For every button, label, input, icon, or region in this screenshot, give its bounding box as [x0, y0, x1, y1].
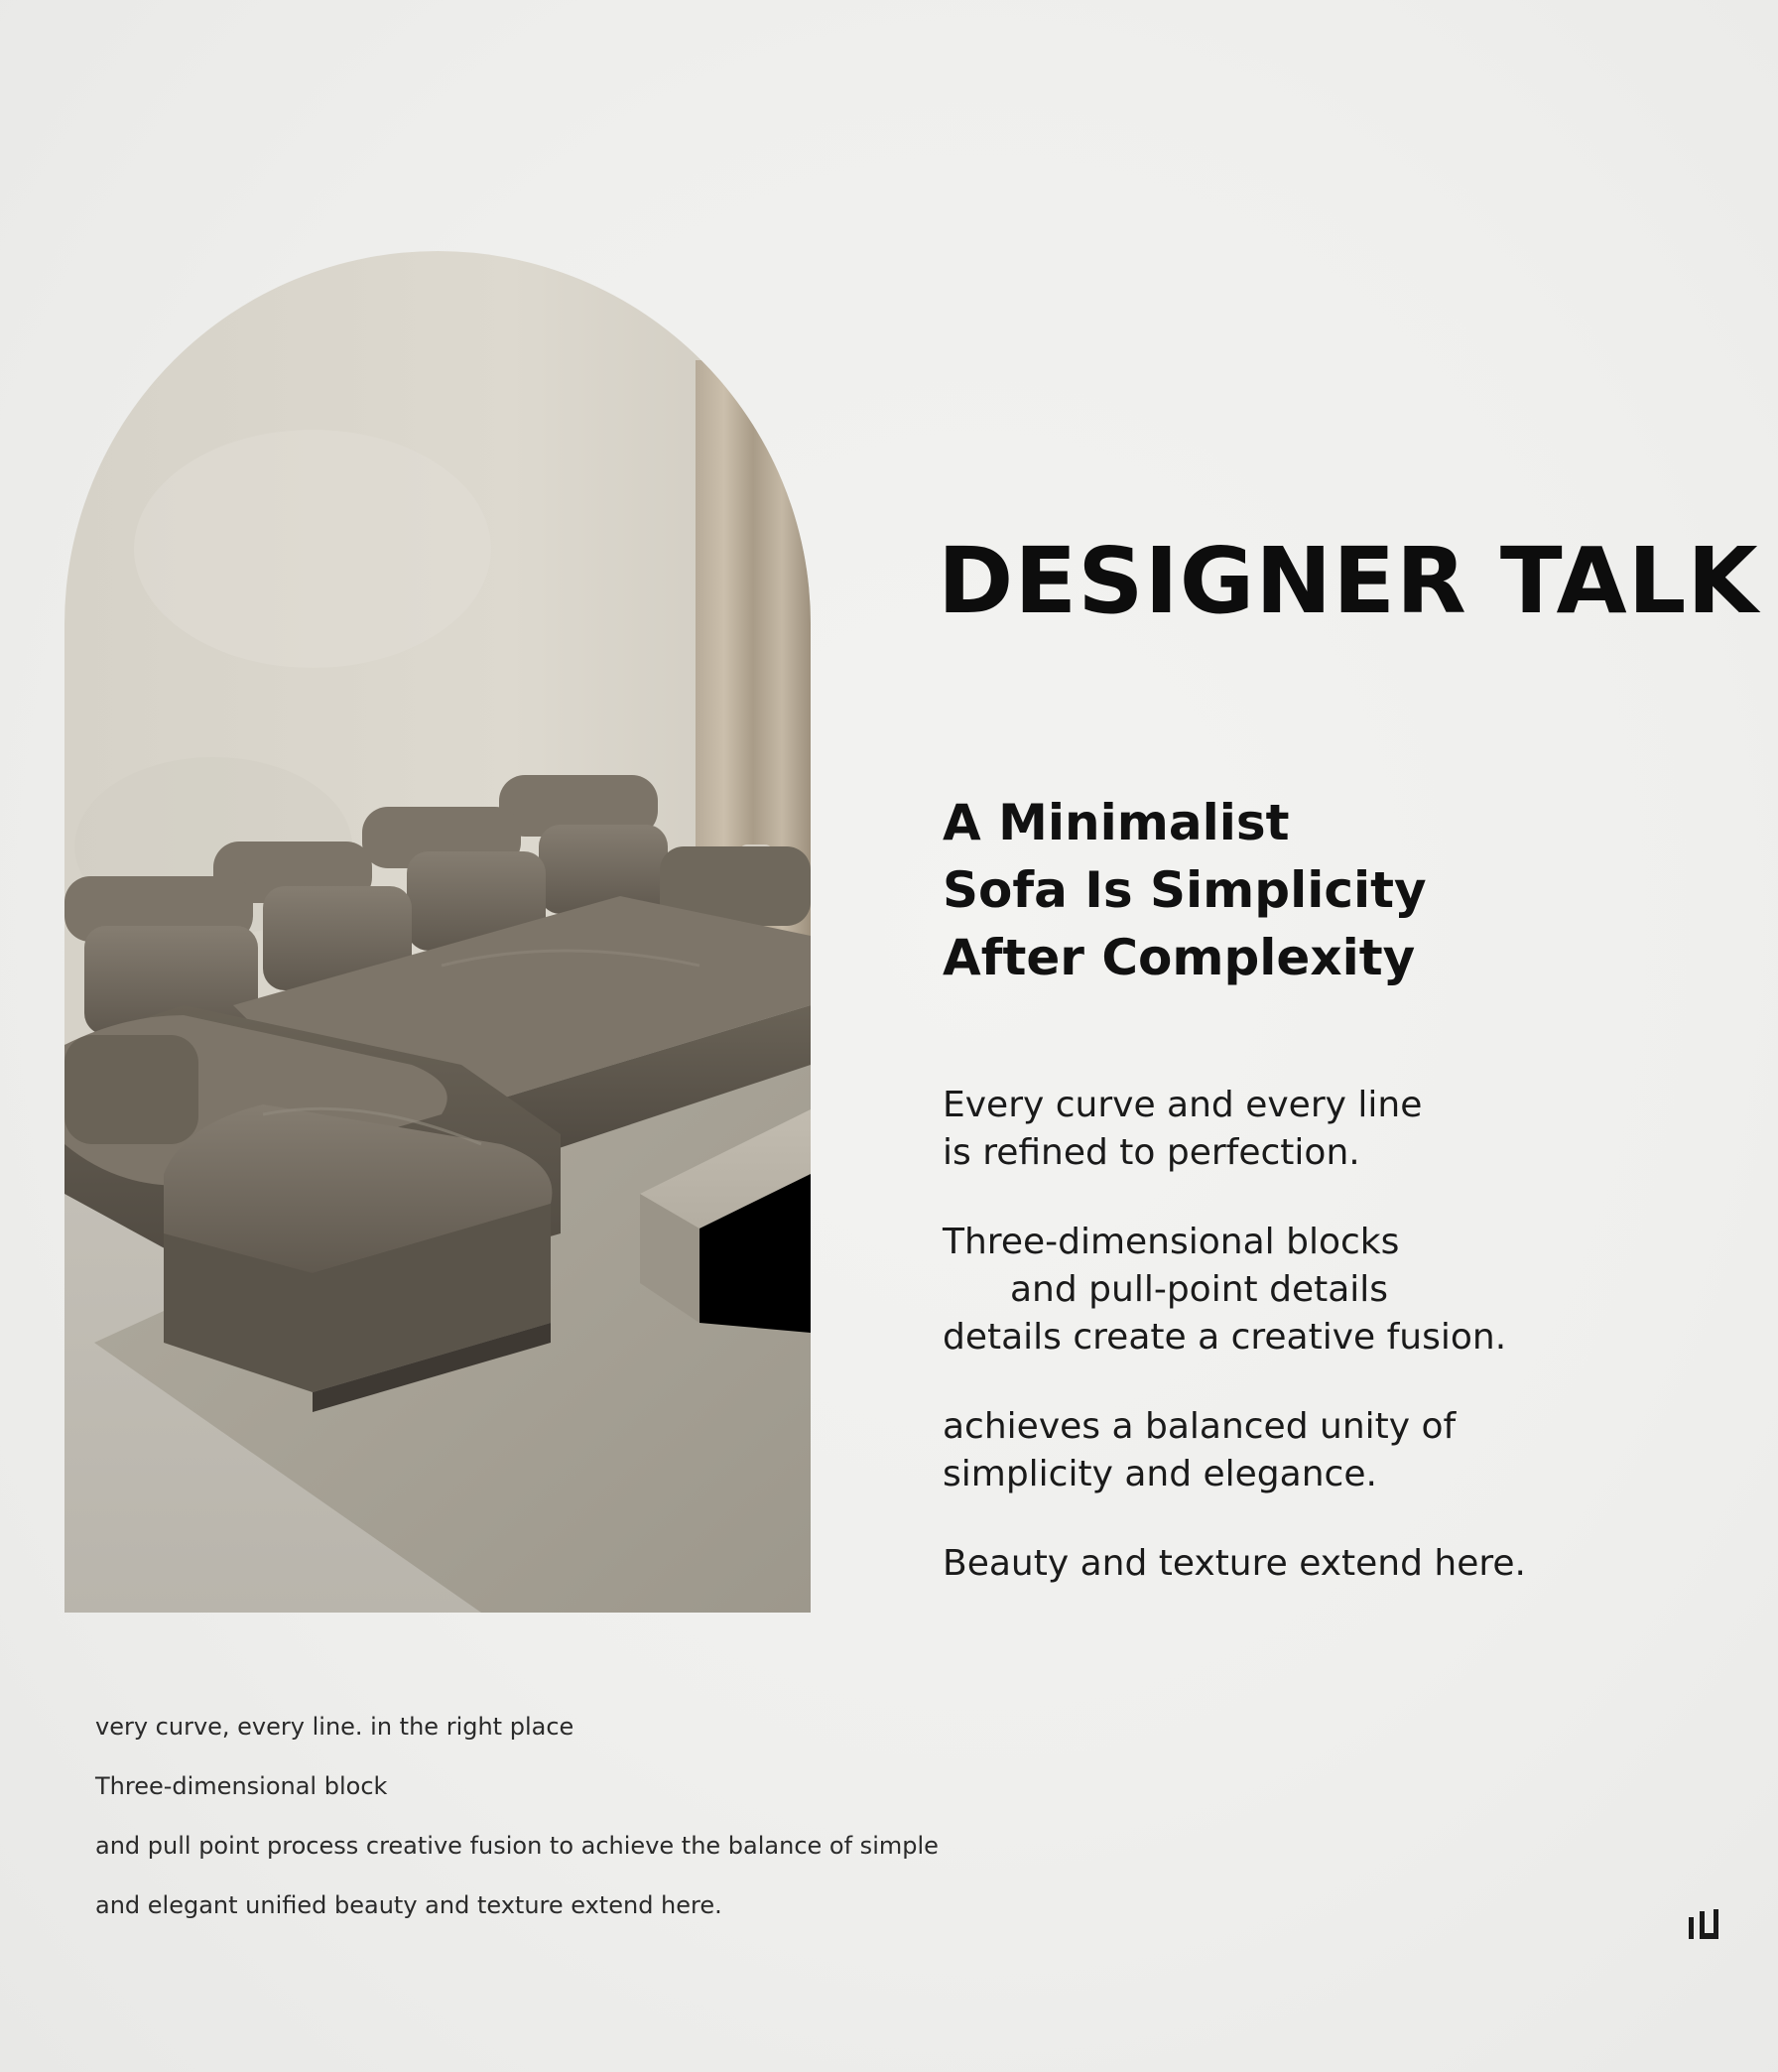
subtitle-line: After Complexity	[943, 929, 1416, 986]
paragraph-curves	[943, 1082, 1526, 1177]
body-line: details create a creative fusion.	[943, 1317, 1507, 1358]
body-line: achieves a balanced unity of	[943, 1406, 1457, 1447]
subtitle-line: Sofa Is Simplicity	[943, 861, 1427, 919]
footer-line: and elegant unified beauty and texture extend here.	[95, 1891, 722, 1919]
body-line: simplicity and elegance.	[943, 1454, 1377, 1494]
footer-caption	[95, 1715, 939, 1953]
page-title: DESIGNER TALK	[938, 528, 1759, 634]
body-copy	[943, 1082, 1526, 1629]
footer-line: and pull point process creative fusion to achieve the balance of simple	[95, 1832, 939, 1860]
subtitle	[943, 789, 1427, 991]
body-line: Three-dimensional blocks	[943, 1222, 1400, 1262]
footer-line: Three-dimensional block	[95, 1772, 388, 1800]
body-line: and pull-point details	[1010, 1269, 1389, 1310]
body-line: is refined to perfection.	[943, 1132, 1360, 1173]
footer-line: very curve, every line. in the right place	[95, 1713, 574, 1741]
paragraph-balance	[943, 1403, 1526, 1498]
body-line: Beauty and texture extend here.	[943, 1543, 1526, 1584]
paragraph-beauty	[943, 1540, 1526, 1588]
body-line: Every curve and every line	[943, 1085, 1423, 1125]
subtitle-line: A Minimalist	[943, 794, 1290, 851]
sofa-photo	[64, 251, 811, 1613]
bar-mark-logo-icon	[1687, 1907, 1720, 1941]
paragraph-blocks	[943, 1219, 1526, 1361]
